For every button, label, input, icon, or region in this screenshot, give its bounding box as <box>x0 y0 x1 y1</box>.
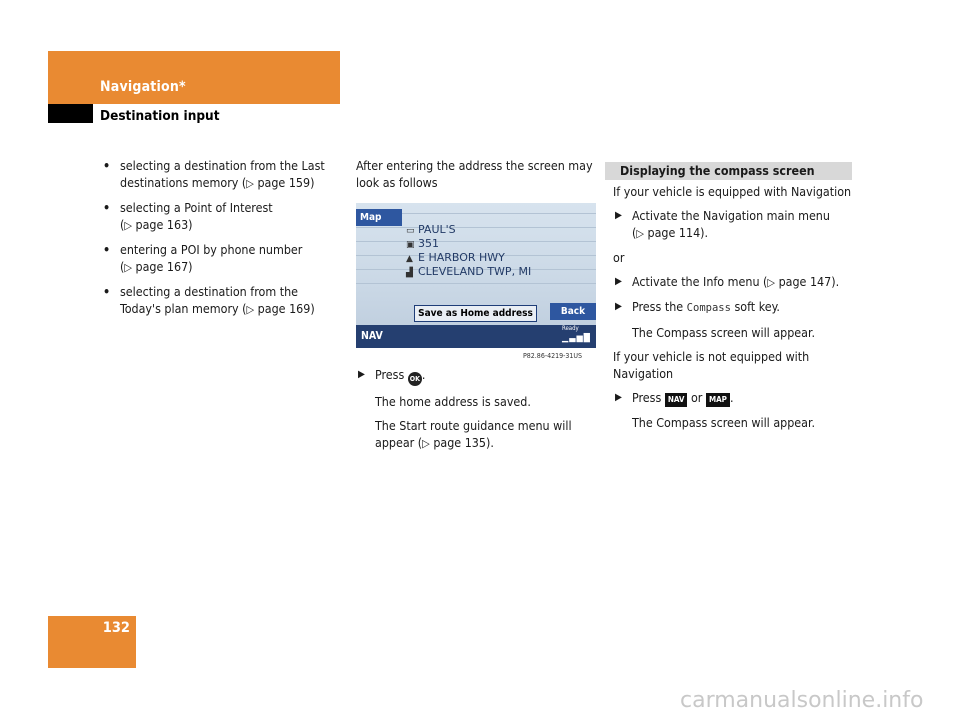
list-item: • selecting a destination from the Today's plan memory (▷ page 169) <box>103 284 315 316</box>
step-arrow-icon: ▶ <box>615 301 622 312</box>
gps-signal-icon: ▁▃▅▇ <box>562 333 591 343</box>
ok-button-icon: OK <box>408 372 422 386</box>
list-item: • selecting a Point of Interest (▷ page 163) <box>103 200 273 232</box>
intro-text: After entering the address the screen may look as follows <box>356 158 593 190</box>
city-row: ▟ CLEVELAND TWP, MI <box>406 265 532 278</box>
step-arrow-icon: ▶ <box>615 210 622 221</box>
nav-key-icon: NAV <box>665 393 688 407</box>
figure-caption: P82.86-4219-31US <box>523 352 583 360</box>
instruction-step: ▶ Press the Compass soft key. <box>615 299 780 314</box>
street-icon: ▲ <box>406 254 413 264</box>
column-3 <box>613 183 858 431</box>
building-icon: ▭ <box>406 226 415 236</box>
chapter-title: Navigation* <box>100 79 186 95</box>
map-key-icon: MAP <box>706 393 730 407</box>
status-bar <box>356 325 596 348</box>
house-number-icon: ▣ <box>406 240 415 250</box>
column-1 <box>101 157 341 325</box>
result-text: The Compass screen will appear. <box>632 415 815 430</box>
instruction-step: ▶ Press NAV or MAP . <box>615 390 734 405</box>
step-arrow-icon: ▶ <box>615 276 622 287</box>
header-marker <box>48 104 93 123</box>
list-item: • selecting a destination from the Last destinations memory (▷ page 159) <box>103 158 325 190</box>
map-softkey[interactable]: Map <box>356 209 402 226</box>
section-title: Displaying the compass screen <box>620 163 815 178</box>
step-arrow-icon: ▶ <box>358 369 365 380</box>
city-icon: ▟ <box>406 268 413 278</box>
instruction-step: ▶ Press OK . <box>356 366 601 386</box>
house-number-row: ▣ 351 <box>406 237 439 250</box>
watermark: carmanualsonline.info <box>680 688 924 713</box>
navigation-screen <box>356 203 596 348</box>
ready-label: Ready <box>562 325 579 332</box>
condition-text: If your vehicle is not equipped with Navigation <box>613 349 810 381</box>
instruction-step: ▶ Activate the Info menu (▷ page 147). <box>615 274 840 289</box>
column-2 <box>356 157 601 191</box>
step-arrow-icon: ▶ <box>615 392 622 403</box>
back-softkey[interactable]: Back <box>550 303 596 320</box>
instruction-step: ▶ Activate the Navigation main menu (▷ page 114). <box>615 208 830 240</box>
nav-status-label: NAV <box>361 330 383 342</box>
or-text: or <box>613 250 625 265</box>
compass-softkey-label: Compass <box>686 302 731 314</box>
destination-name-row: ▭ PAUL'S <box>406 223 456 236</box>
page-number: 132 <box>102 620 130 636</box>
result-text: The Compass screen will appear. <box>632 325 815 340</box>
column-2-steps <box>356 366 601 452</box>
condition-text: If your vehicle is equipped with Navigation <box>613 184 852 199</box>
list-item: • entering a POI by phone number (▷ page 167) <box>103 242 303 274</box>
result-text: The home address is saved. <box>375 394 531 409</box>
result-text: The Start route guidance menu will appear (▷ page 135). <box>375 418 572 450</box>
save-home-address-button[interactable]: Save as Home address <box>414 305 537 322</box>
header-band <box>48 51 340 104</box>
section-subtitle: Destination input <box>100 108 220 124</box>
street-row: ▲ E HARBOR HWY <box>406 251 505 264</box>
